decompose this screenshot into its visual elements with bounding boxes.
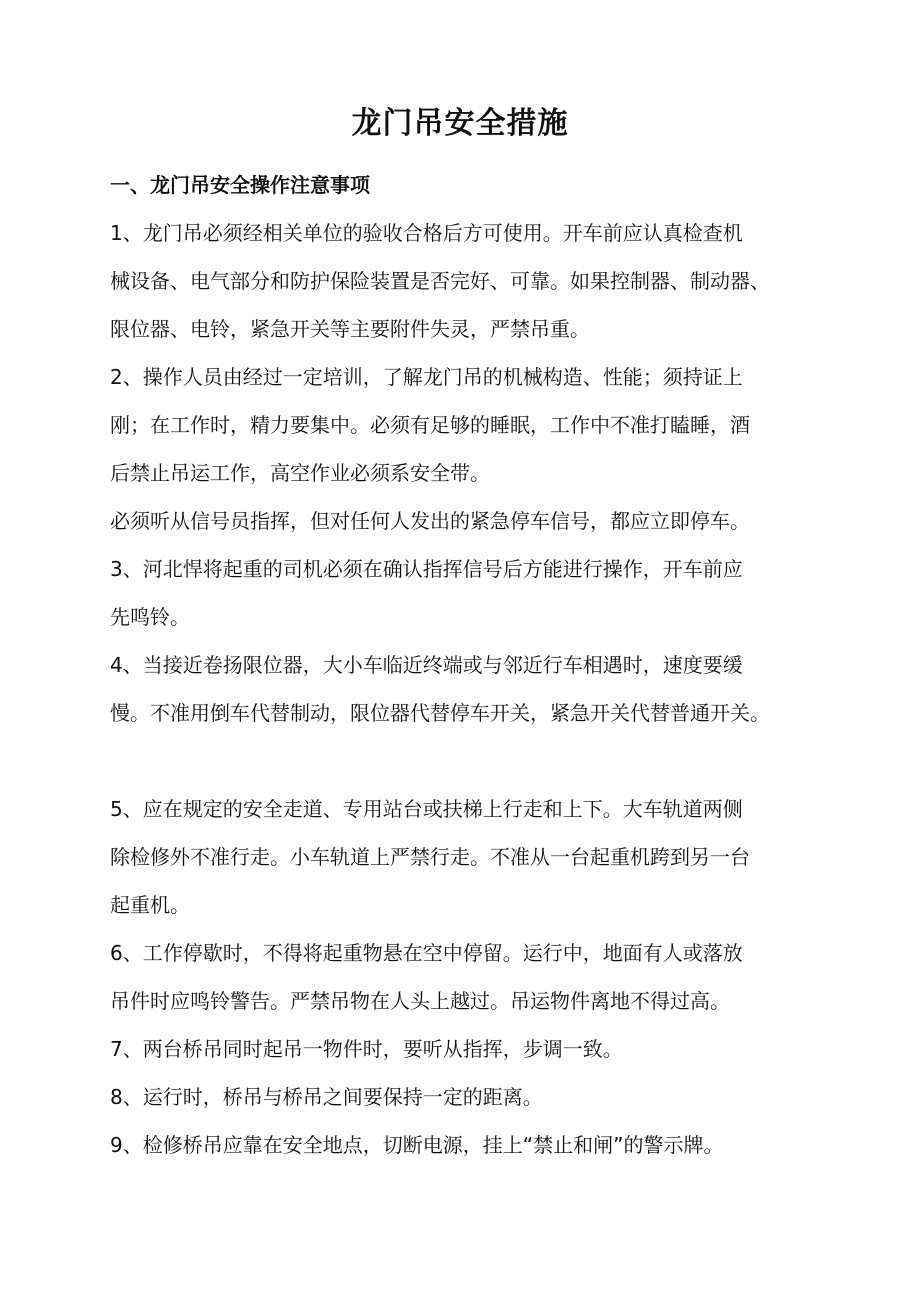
item-8-line-1: 8、运行时，桥吊与桥吊之间要保持一定的距离。	[110, 1085, 543, 1109]
item-2-line-3: 后禁止吊运工作，高空作业必须系安全带。	[110, 461, 490, 485]
item-1-line-2: 械设备、电气部分和防护保险装置是否完好、可靠。如果控制器、制动器、	[110, 269, 770, 293]
item-2-line-2: 刚；在工作时，精力要集中。必须有足够的睡眠，工作中不准打瞌睡，酒	[110, 413, 750, 437]
item-1-line-1: 1、龙门吊必须经相关单位的验收合格后方可使用。开车前应认真检查机	[110, 221, 743, 245]
item-3-line-1: 3、河北悍将起重的司机必须在确认指挥信号后方能进行操作，开车前应	[110, 557, 743, 581]
item-4-line-1: 4、当接近卷扬限位器，大小车临近终端或与邻近行车相遇时，速度要缓	[110, 653, 743, 677]
item-6-line-1: 6、工作停歇时，不得将起重物悬在空中停留。运行中，地面有人或落放	[110, 941, 743, 965]
item-9-line-1: 9、检修桥吊应靠在安全地点，切断电源，挂上“禁止和闸”的警示牌。	[110, 1133, 724, 1157]
item-2-line-4: 必须听从信号员指挥，但对任何人发出的紧急停车信号，都应立即停车。	[110, 509, 750, 533]
item-3-line-2: 先鸣铃。	[110, 605, 190, 629]
item-7-line-1: 7、两台桥吊同时起吊一物件时，要听从指挥，步调一致。	[110, 1037, 623, 1061]
item-6-line-2: 吊件时应鸣铃警告。严禁吊物在人头上越过。吊运物件离地不得过高。	[110, 989, 730, 1013]
item-5-line-3: 起重机。	[110, 893, 190, 917]
item-5-line-2: 除检修外不准行走。小车轨道上严禁行走。不准从一台起重机跨到另一台	[110, 845, 750, 869]
item-4-line-2: 慢。不准用倒车代替制动，限位器代替停车开关，紧急开关代替普通开关。	[110, 701, 770, 725]
section-heading: 一、龙门吊安全操作注意事项	[110, 173, 370, 197]
item-2-line-1: 2、操作人员由经过一定培训，了解龙门吊的机械构造、性能；须持证上	[110, 365, 743, 389]
document-title: 龙门吊安全措施	[351, 106, 569, 141]
item-5-line-1: 5、应在规定的安全走道、专用站台或扶梯上行走和上下。大车轨道两侧	[110, 797, 743, 821]
item-1-line-3: 限位器、电铃，紧急开关等主要附件失灵，严禁吊重。	[110, 317, 590, 341]
